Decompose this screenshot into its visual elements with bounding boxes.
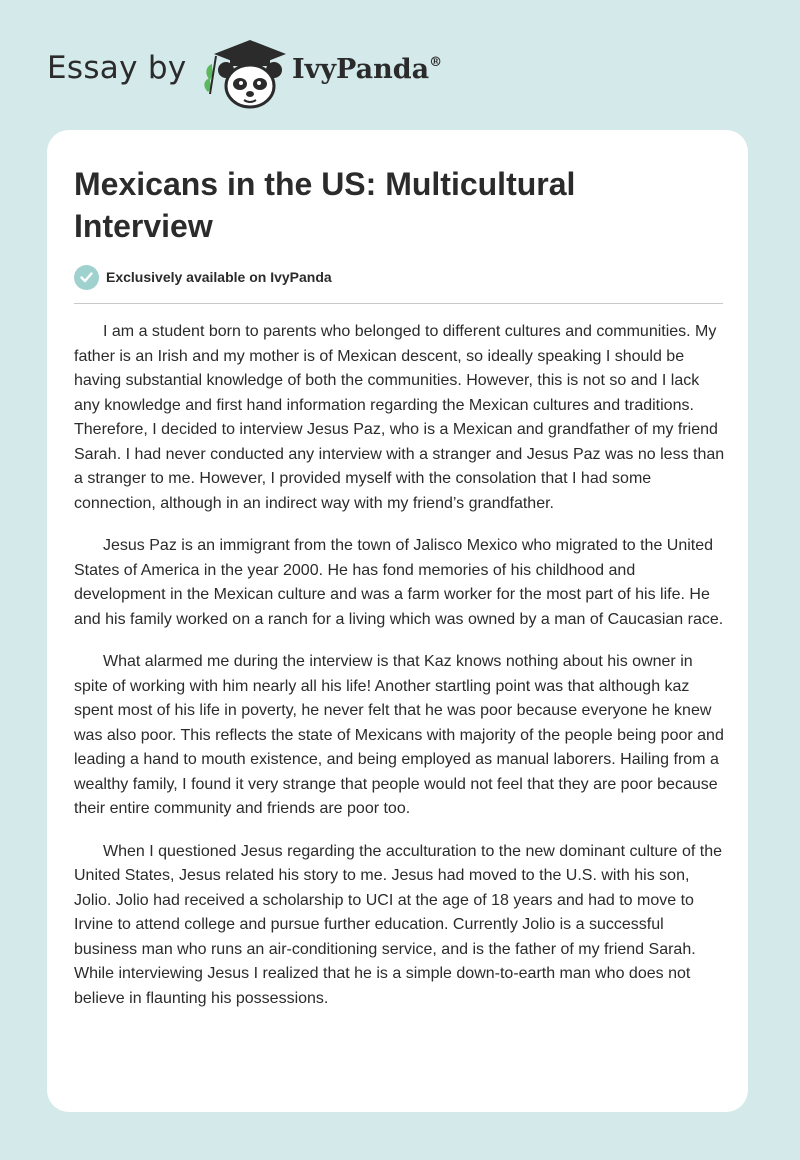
page-title: Mexicans in the US: Multicultural Interview <box>74 166 576 244</box>
essay-by-label: Essay by <box>47 50 187 86</box>
essay-card <box>47 130 748 1112</box>
registered-mark: ® <box>429 55 443 70</box>
divider <box>74 303 723 304</box>
essay-body <box>74 320 726 1029</box>
paragraph: When I questioned Jesus regarding the acculturation to the new dominant culture of the United States, Jesus related his story to me. Jesus had moved to the U.S. with his son, Jolio. Jolio had received a scholarship to UCI at the age of 18 years and had to move to Irvine to attend college and pursue further education. Currently Jolio is a successful business man who runs an air-conditioning service, and is the father of my friend Sarah. While interviewing Jesus I realized that he is a simple down-to-earth man who does not believe in flaunting his possessions. <box>74 842 723 1007</box>
brand-name[interactable]: IvyPanda® <box>292 54 443 85</box>
paragraph: Jesus Paz is an immigrant from the town of Jalisco Mexico who migrated to the United States of America in the year 2000. He has fond memories of his childhood and development in the Mexican culture and was a farm worker for the most part of his life. He and his family worked on a ranch for a living which was owned by a man of Caucasian race. <box>74 537 724 628</box>
exclusive-label: Exclusively available on IvyPanda <box>106 269 332 285</box>
checkmark-icon <box>74 265 99 290</box>
site-header <box>47 30 547 110</box>
paragraph: I am a student born to parents who belonged to different cultures and communities. My father is an Irish and my mother is of Mexican descent, so ideally speaking I should be having substantial knowledge of both the communities. However, this is not so and I lack any knowledge and first hand information regarding the Mexican cultures and traditions. Therefore, I decided to interview Jesus Paz, who is a Mexican and grandfather of my friend Sarah. I had never conducted any interview with a stranger and Jesus Paz was no less than a stranger to me. However, I provided myself with the consolation that I had some connection, although in an indirect way with my friend’s grandfather. <box>74 323 725 512</box>
exclusive-badge <box>74 264 332 290</box>
paragraph: What alarmed me during the interview is that Kaz knows nothing about his owner in spite of working with him nearly all his life! Another startling point was that although kaz spent most of his life in poverty, he never felt that he was poor because everyone he knew was also poor. This reflects the state of Mexicans with majority of the people being poor and leading a hand to mouth existence, and being employed as manual laborers. Hailing from a wealthy family, I found it very strange that people would not feel that they are poor because their entire community and friends are poor too. <box>74 653 724 817</box>
panda-graduation-cap-icon <box>200 34 292 110</box>
